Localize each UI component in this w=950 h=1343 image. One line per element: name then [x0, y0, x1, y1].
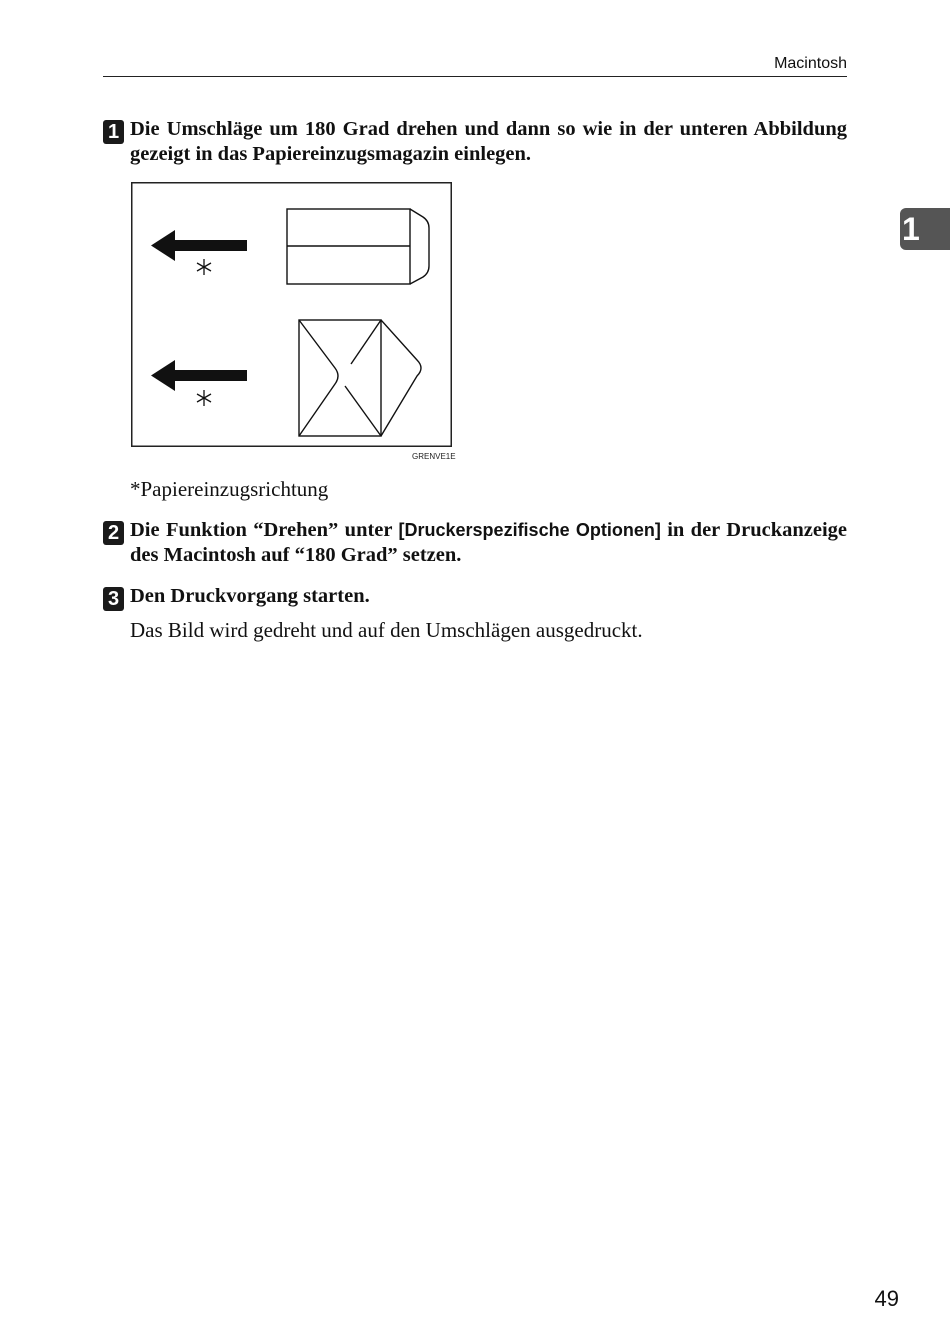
step-2-text-after: in der Druckanzeige des Macintosh auf “180 Grad” setzen. [130, 519, 847, 566]
arrow-left-icon [151, 360, 247, 391]
header-title: Macintosh [774, 55, 847, 72]
asterisk-icon [197, 259, 211, 275]
footnote-paper-feed-direction: *Papiereinzugsrichtung [130, 477, 329, 501]
envelope-orientation-figure [131, 182, 452, 447]
step-1-text: Die Umschläge um 180 Grad drehen und dann so wie in der unteren Abbildung gezeigt in das Papiereinzugsmagazin einlegen. [130, 118, 847, 165]
envelope-back-icon [287, 209, 429, 284]
step-2 [103, 518, 847, 568]
asterisk-icon [197, 390, 211, 406]
step-2-text [130, 518, 847, 568]
ui-label-printer-options: [Druckerspezifische Optionen] [398, 520, 661, 540]
arrow-left-icon [151, 230, 247, 261]
envelope-open-flap-icon [299, 320, 421, 436]
page-number: 49 [874, 1286, 899, 1311]
step-1 [103, 117, 847, 167]
step-3-text: Den Druckvorgang starten. [130, 585, 370, 607]
step-number-3: 3 [103, 587, 124, 611]
step-number-1: 1 [103, 120, 124, 144]
result-text: Das Bild wird gedreht und auf den Umschlägen ausgedruckt. [130, 618, 643, 642]
chapter-tab: 1 [900, 208, 950, 250]
step-3 [103, 584, 847, 609]
header-rule [103, 76, 847, 77]
step-2-text-before: Die Funktion “Drehen” unter [130, 519, 399, 541]
figure-code: GRENVE1E [412, 452, 456, 461]
step-number-2: 2 [103, 521, 124, 545]
